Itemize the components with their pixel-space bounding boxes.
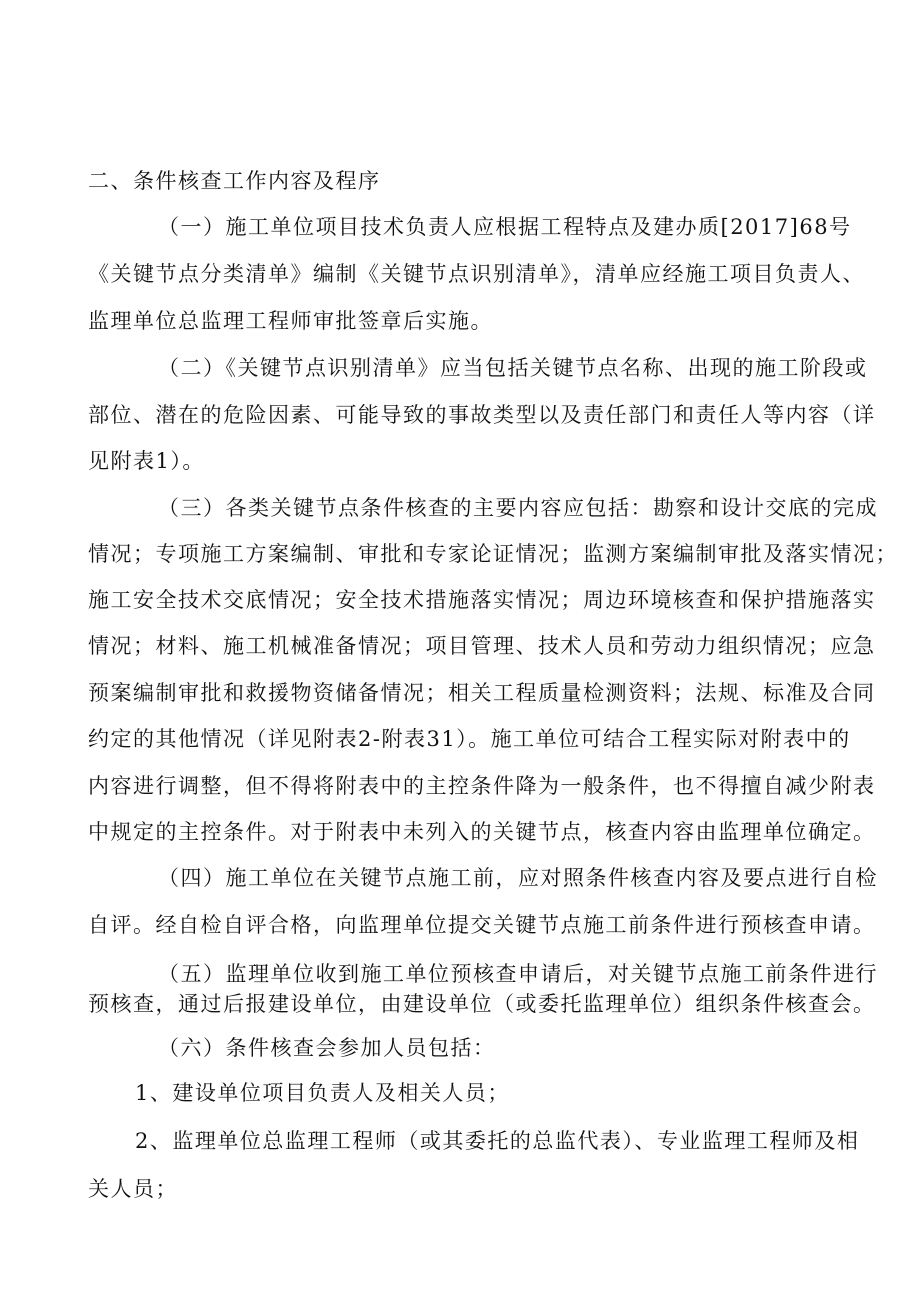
list-item-2-line-1: 2、监理单位总监理工程师（或其委托的总监代表）、专业监理工程师及相	[135, 1129, 860, 1153]
paragraph-3-line-2: 情况；专项施工方案编制、审批和专家论证情况；监测方案编制审批及落实情况；	[88, 542, 898, 566]
paragraph-3-line-6: 约定的其他情况（详见附表2-附表31）。施工单位可结合工程实际对附表中的	[88, 727, 851, 751]
paragraph-1-line-2: 《关键节点分类清单》编制《关键节点识别清单》，清单应经施工项目负责人、	[88, 262, 865, 286]
list-item-2-line-2: 关人员；	[88, 1177, 178, 1201]
paragraph-4-line-2: 自评。经自检自评合格，向监理单位提交关键节点施工前条件进行预核查申请。	[88, 913, 876, 937]
paragraph-2-line-2: 部位、潜在的危险因素、可能导致的事故类型以及责任部门和责任人等内容（详	[88, 403, 876, 427]
paragraph-3-line-3: 施工安全技术交底情况；安全技术措施落实情况；周边环境核查和保护措施落实	[88, 588, 876, 612]
paragraph-3-line-8: 中规定的主控条件。对于附表中未列入的关键节点，核查内容由监理单位确定。	[88, 820, 876, 844]
paragraph-2-line-1: （二）《关键节点识别清单》应当包括关键节点名称、出现的施工阶段或	[158, 356, 868, 380]
paragraph-4-line-1: （四）施工单位在关键节点施工前，应对照条件核查内容及要点进行自检	[158, 866, 878, 890]
paragraph-5-line-1: （五）监理单位收到施工单位预核查申请后，对关键节点施工前条件进行	[158, 962, 878, 986]
paragraph-5-line-2: 预核查，通过后报建设单位，由建设单位（或委托监理单位）组织条件核查会。	[88, 992, 876, 1016]
list-item-1: 1、建设单位项目负责人及相关人员；	[135, 1081, 510, 1105]
paragraph-3-line-4: 情况；材料、施工机械准备情况；项目管理、技术人员和劳动力组织情况；应急	[88, 634, 876, 658]
paragraph-1-line-1: （一）施工单位项目技术负责人应根据工程特点及建办质[2017]68号	[158, 215, 852, 239]
paragraph-6-line-1: （六）条件核查会参加人员包括：	[158, 1036, 496, 1060]
section-heading: 二、条件核查工作内容及程序	[88, 169, 381, 193]
paragraph-3-line-1: （三）各类关键节点条件核查的主要内容应包括：勘察和设计交底的完成	[158, 496, 878, 520]
paragraph-3-line-7: 内容进行调整，但不得将附表中的主控条件降为一般条件，也不得擅自减少附表	[88, 774, 876, 798]
paragraph-1-line-3: 监理单位总监理工程师审批签章后实施。	[88, 309, 493, 333]
paragraph-2-line-3: 见附表1）。	[88, 449, 205, 473]
paragraph-3-line-5: 预案编制审批和救援物资储备情况；相关工程质量检测资料；法规、标准及合同	[88, 681, 876, 705]
